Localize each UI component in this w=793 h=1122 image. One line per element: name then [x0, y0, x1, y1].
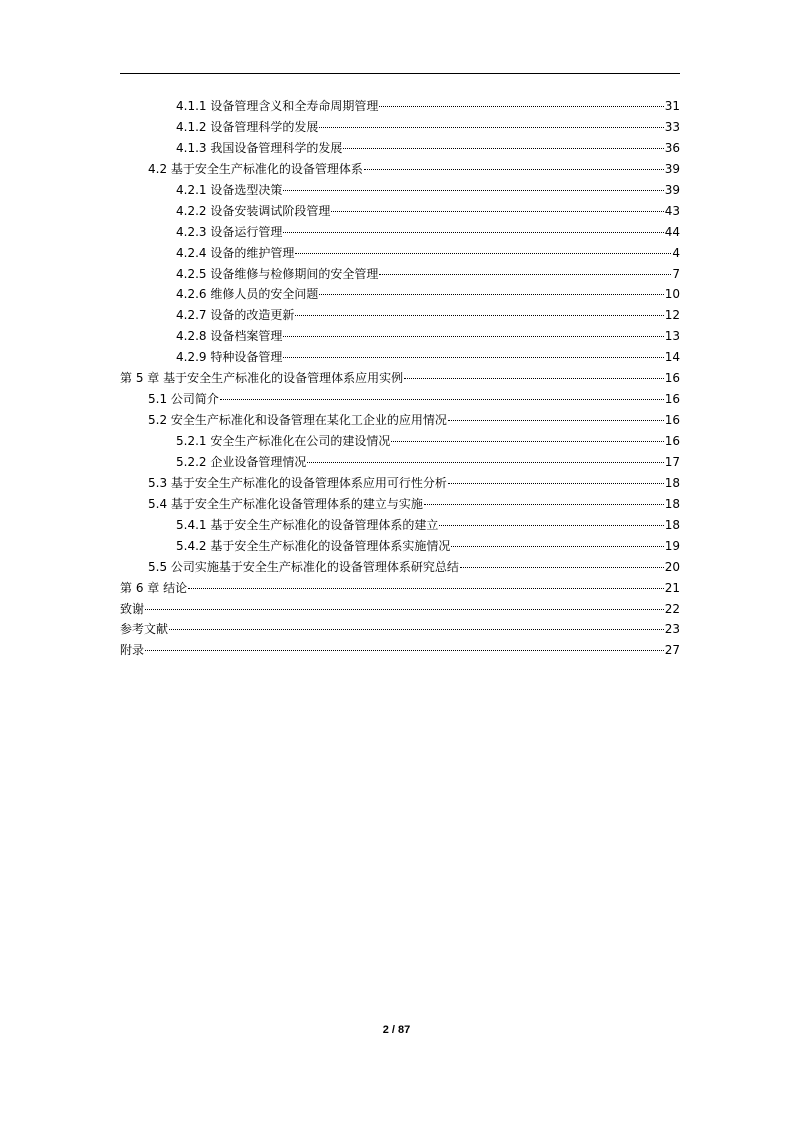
toc-entry-page: 18: [664, 475, 680, 490]
toc-entry-title: 5.2 安全生产标准化和设备管理在某化工企业的应用情况: [148, 413, 447, 428]
toc-leader-dots: [448, 420, 664, 421]
toc-entry-title: 4.2 基于安全生产标准化的设备管理体系: [148, 161, 363, 176]
toc-entry-page: 16: [664, 413, 680, 428]
toc-entry-title: 5.3 基于安全生产标准化的设备管理体系应用可行性分析: [148, 475, 447, 490]
toc-entry-title: 5.4.2 基于安全生产标准化的设备管理体系实施情况: [176, 538, 451, 553]
toc-entry[interactable]: [120, 347, 680, 368]
toc-entry[interactable]: [120, 96, 680, 117]
toc-leader-dots: [283, 336, 663, 337]
toc-entry-page: 18: [664, 517, 680, 532]
toc-entry-title: 4.1.1 设备管理含义和全寿命周期管理: [176, 99, 379, 113]
toc-entry[interactable]: [120, 557, 680, 578]
toc-leader-dots: [283, 190, 663, 191]
toc-entry-page: 31: [664, 99, 680, 113]
table-of-contents: [120, 96, 680, 661]
toc-entry-page: 33: [664, 119, 680, 134]
toc-entry-page: 10: [664, 287, 680, 302]
toc-entry[interactable]: [120, 305, 680, 326]
toc-entry[interactable]: [120, 180, 680, 201]
toc-entry-title: 4.2.5 设备维修与检修期间的安全管理: [176, 266, 379, 281]
toc-entry-page: 19: [664, 538, 680, 553]
toc-leader-dots: [145, 609, 664, 610]
toc-leader-dots: [364, 169, 664, 170]
toc-entry-page: 16: [664, 434, 680, 448]
toc-entry[interactable]: [120, 619, 680, 640]
header-rule: [120, 73, 680, 74]
toc-leader-dots: [295, 315, 663, 316]
toc-entry[interactable]: [120, 326, 680, 347]
toc-entry-title: 5.4 基于安全生产标准化设备管理体系的建立与实施: [148, 496, 423, 511]
toc-entry-title: 4.2.7 设备的改造更新: [176, 308, 295, 323]
toc-entry-page: 18: [664, 496, 680, 511]
toc-leader-dots: [319, 127, 663, 128]
toc-leader-dots: [404, 378, 664, 379]
toc-entry[interactable]: [120, 264, 680, 285]
toc-entry-page: 20: [664, 559, 680, 574]
toc-entry[interactable]: [120, 473, 680, 494]
toc-entry-page: 16: [664, 392, 680, 407]
toc-entry-title: 第 5 章 基于安全生产标准化的设备管理体系应用实例: [120, 371, 404, 386]
page-number: 2 / 87: [382, 1024, 411, 1036]
toc-entry-title: 参考文献: [120, 622, 169, 637]
toc-entry[interactable]: [120, 222, 680, 243]
toc-entry-title: 4.2.6 维修人员的安全问题: [176, 287, 319, 302]
toc-entry-page: 27: [664, 643, 680, 658]
toc-leader-dots: [307, 462, 663, 463]
toc-entry[interactable]: [120, 243, 680, 264]
toc-leader-dots: [295, 253, 671, 254]
toc-entry-title: 5.4.1 基于安全生产标准化的设备管理体系的建立: [176, 517, 439, 532]
toc-leader-dots: [379, 106, 663, 107]
toc-entry-title: 5.2.2 企业设备管理情况: [176, 454, 307, 469]
toc-entry-page: 17: [664, 454, 680, 469]
toc-leader-dots: [379, 274, 671, 275]
toc-entry-title: 4.2.3 设备运行管理: [176, 224, 283, 239]
toc-entry-title: 4.1.3 我国设备管理科学的发展: [176, 140, 343, 155]
toc-entry[interactable]: [120, 159, 680, 180]
toc-entry[interactable]: [120, 201, 680, 222]
toc-leader-dots: [460, 567, 664, 568]
toc-entry[interactable]: [120, 138, 680, 159]
toc-entry-title: 附录: [120, 643, 145, 658]
toc-entry-page: 21: [664, 580, 680, 595]
toc-leader-dots: [451, 546, 663, 547]
toc-entry-page: 39: [664, 182, 680, 197]
toc-entry[interactable]: [120, 410, 680, 431]
toc-entry-title: 4.2.4 设备的维护管理: [176, 245, 295, 260]
toc-entry[interactable]: [120, 368, 680, 389]
toc-entry-page: 44: [664, 224, 680, 239]
toc-entry-title: 4.2.9 特种设备管理: [176, 350, 283, 365]
toc-leader-dots: [448, 483, 664, 484]
toc-entry[interactable]: [120, 431, 680, 452]
toc-entry-page: 23: [664, 622, 680, 637]
toc-entry[interactable]: [120, 578, 680, 599]
toc-entry[interactable]: [120, 515, 680, 536]
toc-entry-title: 4.2.8 设备档案管理: [176, 329, 283, 344]
toc-leader-dots: [169, 629, 664, 630]
toc-entry-title: 4.1.2 设备管理科学的发展: [176, 119, 319, 134]
toc-entry-page: 43: [664, 203, 680, 218]
toc-entry-page: 22: [664, 601, 680, 616]
toc-leader-dots: [391, 441, 663, 442]
toc-entry-title: 5.1 公司简介: [148, 392, 219, 407]
toc-entry[interactable]: [120, 536, 680, 557]
toc-entry[interactable]: [120, 599, 680, 620]
toc-leader-dots: [343, 148, 663, 149]
toc-entry[interactable]: [120, 640, 680, 661]
toc-entry-page: 39: [664, 161, 680, 176]
toc-entry-page: 16: [664, 371, 680, 386]
toc-leader-dots: [283, 357, 663, 358]
toc-entry-page: 14: [664, 350, 680, 365]
toc-entry-page: 12: [664, 308, 680, 323]
toc-leader-dots: [283, 232, 663, 233]
toc-leader-dots: [424, 504, 664, 505]
toc-entry[interactable]: [120, 494, 680, 515]
toc-entry-page: 4: [672, 245, 680, 260]
toc-entry-title: 致谢: [120, 601, 145, 616]
toc-entry-title: 第 6 章 结论: [120, 580, 188, 595]
toc-entry[interactable]: [120, 117, 680, 138]
toc-entry[interactable]: [120, 452, 680, 473]
toc-leader-dots: [331, 211, 663, 212]
toc-leader-dots: [220, 399, 664, 400]
toc-entry-title: 4.2.1 设备选型决策: [176, 182, 283, 197]
toc-entry[interactable]: [120, 284, 680, 305]
toc-entry-page: 13: [664, 329, 680, 344]
toc-entry-title: 4.2.2 设备安装调试阶段管理: [176, 203, 331, 218]
toc-entry[interactable]: [120, 389, 680, 410]
toc-entry-page: 7: [672, 266, 680, 281]
toc-entry-title: 5.5 公司实施基于安全生产标准化的设备管理体系研究总结: [148, 559, 459, 574]
toc-entry-title: 5.2.1 安全生产标准化在公司的建设情况: [176, 434, 391, 448]
toc-leader-dots: [319, 294, 663, 295]
toc-leader-dots: [145, 650, 664, 651]
toc-leader-dots: [188, 588, 664, 589]
toc-entry-page: 36: [664, 140, 680, 155]
toc-leader-dots: [439, 525, 663, 526]
